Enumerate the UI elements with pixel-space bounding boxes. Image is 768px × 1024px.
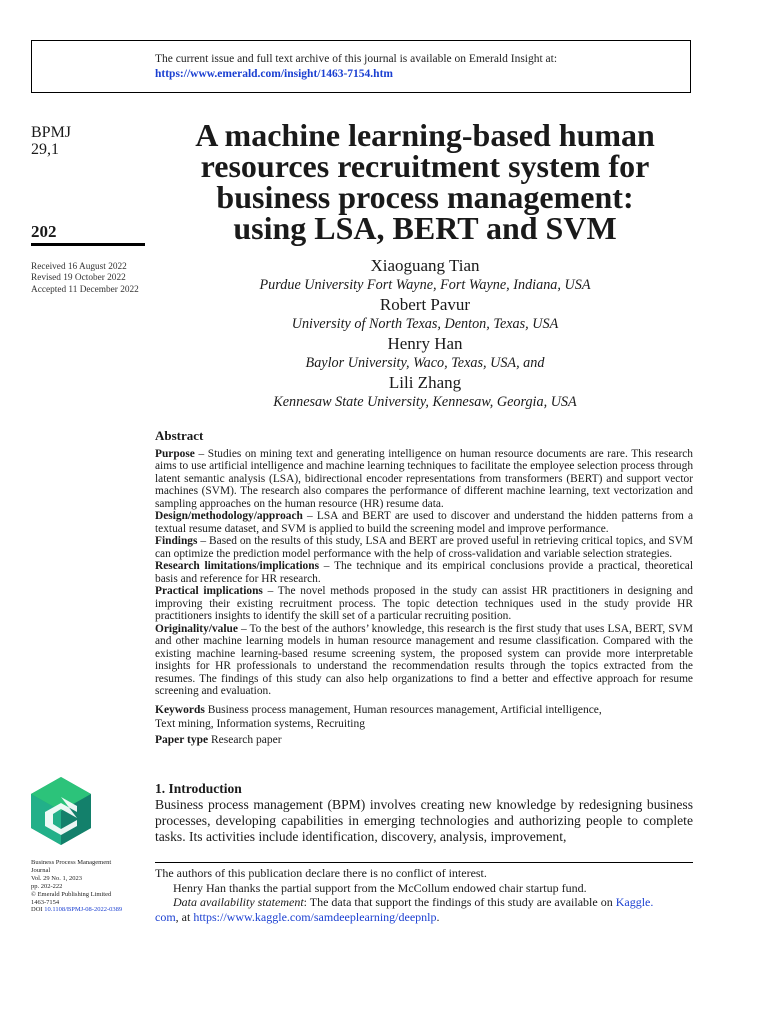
publisher-pages: pp. 202-222 bbox=[31, 882, 63, 890]
paper-title bbox=[155, 117, 695, 246]
data-availability-label: Data availability statement bbox=[173, 895, 304, 909]
title-line-4: using LSA, BERT and SVM bbox=[233, 210, 617, 246]
abstract-purpose bbox=[155, 448, 693, 511]
emerald-publisher-logo bbox=[31, 777, 91, 845]
page-number-rule bbox=[31, 243, 145, 246]
author-name: Lili Zhang bbox=[388, 373, 462, 392]
kaggle-link-part-2[interactable]: com bbox=[155, 909, 176, 924]
title-line-2: resources recruitment system for bbox=[200, 148, 650, 184]
data-url-prefix: , at bbox=[175, 909, 194, 924]
publisher-copyright: © Emerald Publishing Limited bbox=[31, 890, 112, 898]
keywords-text-2: Text mining, Information systems, Recruiting bbox=[155, 718, 365, 730]
received-date: Received 16 August 2022 bbox=[31, 262, 127, 272]
dataset-link[interactable]: https://www.kaggle.com/samdeeplearning/deepnlp bbox=[193, 909, 437, 924]
conflict-statement: The authors of this publication declare there is no conflict of interest. bbox=[155, 866, 487, 880]
doi-label: DOI bbox=[31, 906, 45, 914]
journal-info bbox=[31, 124, 71, 158]
data-availability-text: : The data that support the findings of this study are available on bbox=[303, 895, 616, 909]
title-line-1: A machine learning-based human bbox=[195, 117, 655, 153]
abstract-limitations bbox=[155, 560, 693, 585]
banner-text: The current issue and full text archive of this journal is available on Emerald Insight at: bbox=[155, 53, 558, 65]
purpose-label: Purpose bbox=[155, 447, 195, 460]
author-name: Xiaoguang Tian bbox=[370, 256, 480, 275]
paper-type-label: Paper type bbox=[155, 733, 209, 746]
abstract-findings bbox=[155, 535, 693, 560]
paper-type-text: Research paper bbox=[208, 733, 282, 746]
author-affiliation: Baylor University, Waco, Texas, USA, and bbox=[305, 355, 545, 371]
accepted-date: Accepted 11 December 2022 bbox=[31, 284, 139, 295]
author-affiliation: Purdue University Fort Wayne, Fort Wayne, Indiana, USA bbox=[259, 277, 591, 293]
keywords-label: Keywords bbox=[155, 703, 205, 716]
author-affiliation: University of North Texas, Denton, Texas, USA bbox=[291, 316, 559, 332]
design-text: – LSA and BERT are used to discover and understand the hidden patterns from a textual resume dataset, and SVM is applied to build the screening model and improve performance. bbox=[155, 510, 693, 535]
practical-label: Practical implications bbox=[155, 585, 263, 597]
publisher-journal: Business Process Management bbox=[31, 859, 112, 866]
originality-label: Originality/value bbox=[155, 622, 238, 635]
abstract-practical bbox=[155, 585, 693, 623]
publisher-info bbox=[31, 859, 122, 914]
publisher-doi bbox=[31, 906, 122, 914]
kaggle-link-part-1[interactable]: Kaggle. bbox=[615, 895, 654, 909]
revised-date: Revised 19 October 2022 bbox=[31, 273, 126, 284]
limitations-label: Research limitations/implications bbox=[155, 560, 320, 572]
data-url-suffix: . bbox=[436, 909, 440, 924]
journal-volume: 29,1 bbox=[31, 141, 59, 158]
publisher-volume: Vol. 29 No. 1, 2023 bbox=[31, 874, 82, 882]
journal-availability-banner bbox=[31, 40, 691, 93]
data-availability bbox=[155, 895, 695, 910]
abstract-design bbox=[155, 510, 693, 535]
journal-abbrev: BPMJ bbox=[31, 124, 72, 141]
practical-text: – The novel methods proposed in the study can assist HR practitioners in designing and improving their existing recruitment process. The topic detection techniques used in the study provide HR practitioners insights to identify the skill set of a particular recruiting position. bbox=[155, 585, 693, 622]
originality-text: – To the best of the authors’ knowledge, this research is the first study that uses LSA, BERT, SVM and other machine learning models in human resource management and resume classification. Compared with the existing machine learning-based resume screening system, the proposed system can provide more interpretable insights for HR professionals to understand the recommendation results through the topics extracted from the resumes. The findings of this study can also help organizations to find a better and effective approach for resume screening and evaluation. bbox=[155, 622, 693, 697]
limitations-text: – The technique and its empirical conclusions provide a practical, theoretical basis and reference for HR research. bbox=[155, 560, 693, 585]
author-affiliation: Kennesaw State University, Kennesaw, Georgia, USA bbox=[273, 394, 577, 410]
publisher-issn: 1463-7154 bbox=[31, 898, 60, 906]
findings-label: Findings bbox=[155, 535, 198, 547]
data-availability-continued bbox=[155, 910, 695, 925]
footnote-divider bbox=[155, 862, 693, 863]
author-name: Robert Pavur bbox=[379, 295, 471, 314]
abstract-originality bbox=[155, 623, 693, 698]
findings-text: – Based on the results of this study, LSA and BERT are proved useful in retrieving critical topics, and SVM can optimize the prediction model performance with the help of cross-validation and variable selection strategies. bbox=[155, 535, 693, 560]
acknowledgement: Henry Han thanks the partial support from the McCollum endowed chair startup fund. bbox=[173, 880, 587, 895]
doi-link[interactable]: 10.1108/BPMJ-08-2022-0389 bbox=[44, 906, 123, 914]
abstract-heading: Abstract bbox=[155, 428, 204, 443]
design-label: Design/methodology/approach bbox=[155, 510, 303, 522]
abstract bbox=[155, 430, 693, 746]
footnotes bbox=[155, 866, 695, 924]
page-number: 202 bbox=[31, 222, 57, 241]
introduction-heading: 1. Introduction bbox=[155, 781, 242, 796]
author-name: Henry Han bbox=[387, 334, 463, 353]
paper-type bbox=[155, 734, 693, 747]
purpose-text: – Studies on mining text and generating intelligence on human resource documents are rare. This research aims to use artificial intelligence and machine learning techniques to facilitate the employee selection process through latent semantic analysis (LSA), bidirectional encoder representations from transformers (BERT) and support vector machines (SVM). The research also compares the performance of different machine learning, text vectorization and sampling approaches on the human resource (HR) resume data. bbox=[155, 447, 694, 510]
author-list bbox=[155, 256, 695, 412]
publisher-journal-2: Journal bbox=[31, 866, 51, 874]
keywords-text-1: Business process management, Human resources management, Artificial intelligence, bbox=[204, 703, 602, 716]
title-line-3: business process management: bbox=[216, 179, 634, 215]
submission-dates bbox=[31, 262, 139, 296]
journal-archive-link[interactable]: https://www.emerald.com/insight/1463-7154.htm bbox=[155, 68, 393, 80]
keywords bbox=[155, 703, 693, 732]
introduction-text: Business process management (BPM) involves creating new knowledge by redesigning business processes, developing capabilities in emerging technologies and authorizing people to complete tasks. Its activities include identification, discovery, analysis, improvement, bbox=[155, 797, 693, 844]
